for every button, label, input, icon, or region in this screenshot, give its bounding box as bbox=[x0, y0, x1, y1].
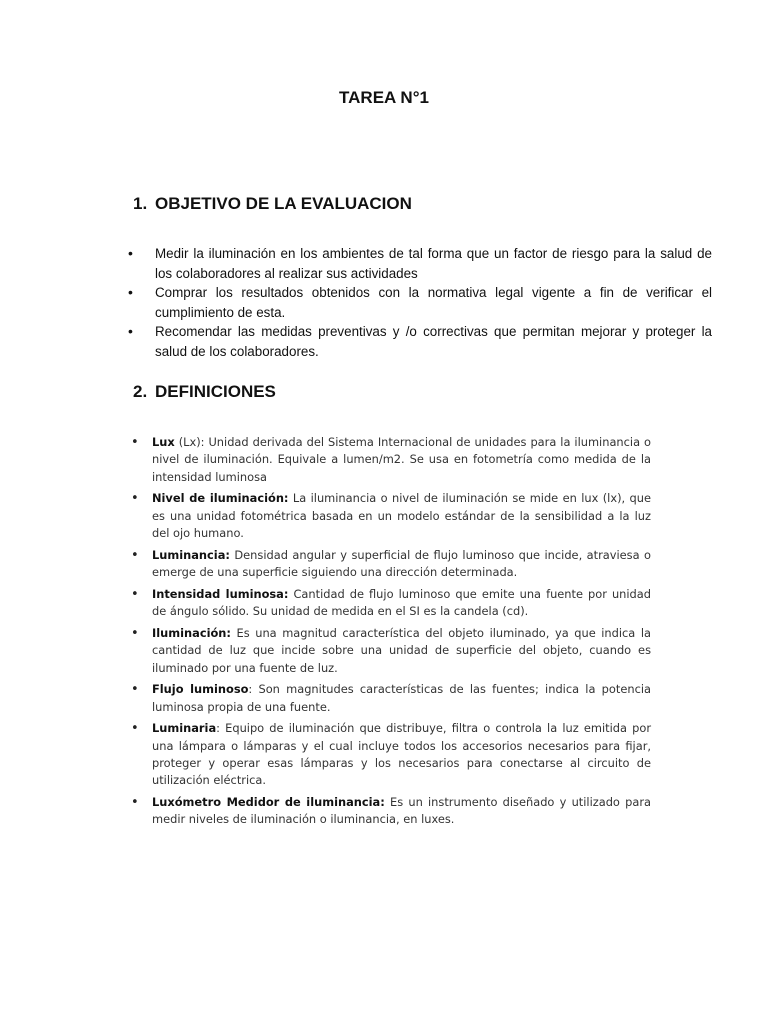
definition-item bbox=[152, 681, 651, 716]
section-heading-definiciones bbox=[133, 382, 276, 402]
definition-item bbox=[152, 794, 651, 829]
section-title: DEFINICIONES bbox=[155, 382, 276, 401]
section-title: OBJETIVO DE LA EVALUACION bbox=[155, 194, 412, 213]
section-heading-objetivo bbox=[133, 194, 412, 214]
definition-term: Luxómetro Medidor de iluminancia: bbox=[152, 795, 385, 810]
definition-text: Es un instrumento diseñado y utilizado para medir niveles de iluminación o iluminancia, en luxes. bbox=[152, 795, 651, 827]
definition-text: Densidad angular y superficial de flujo luminoso que incide, atraviesa o emerge de una superficie siguiendo una dirección determinada. bbox=[152, 547, 651, 580]
definition-text: : Son magnitudes características de las fuentes; indica la potencia luminosa propia de una fuente. bbox=[152, 682, 651, 714]
definition-text: La iluminancia o nivel de iluminación se mide en lux (lx), que es una unidad fotométrica basada en un modelo estándar de la sensibilidad a la luz del ojo humano. bbox=[152, 491, 651, 540]
definition-item bbox=[152, 625, 651, 677]
definition-term: Luminancia: bbox=[152, 547, 230, 562]
definition-item bbox=[152, 434, 651, 486]
definition-text: (Lx): Unidad derivada del Sistema Internacional de unidades para la iluminancia o nivel de iluminación. Equivale a lumen/m2. Se usa en fotometría como medida de la intensidad luminosa bbox=[152, 435, 651, 484]
list-item: • Medir la iluminación en los ambientes de tal forma que un factor de riesgo para la salud de los colaboradores al realizar sus actividades bbox=[155, 244, 712, 283]
definition-item bbox=[152, 720, 651, 789]
definition-term: Nivel de iluminación: bbox=[152, 491, 289, 506]
definition-text: Es una magnitud característica del objeto iluminado, ya que indica la cantidad de luz que incide sobre una unidad de superficie del objeto, cuando es iluminado por una fuente de luz. bbox=[152, 625, 651, 675]
definition-text: : Equipo de iluminación que distribuye, filtra o controla la luz emitida por una lámpara o lámparas y el cual incluye todos los accesorios necesarios para fijar, proteger y operar esas lámparas y los necesarios para conectarse al circuito de utilización eléctrica. bbox=[152, 721, 651, 788]
definition-item bbox=[152, 586, 651, 621]
definition-term: Intensidad luminosa: bbox=[152, 586, 289, 601]
definitions-list bbox=[152, 434, 651, 833]
page-title: TAREA N°1 bbox=[339, 88, 429, 107]
list-item: • Recomendar las medidas preventivas y /o correctivas que permitan mejorar y proteger la salud de los colaboradores. bbox=[155, 322, 712, 361]
definition-term: Luminaria bbox=[152, 721, 217, 736]
definition-term: Iluminación: bbox=[152, 625, 231, 640]
definition-item bbox=[152, 490, 651, 542]
section-number: 1. bbox=[133, 194, 148, 213]
definition-term: Flujo luminoso bbox=[152, 682, 249, 697]
definition-term: Lux bbox=[152, 435, 175, 449]
definition-text: Cantidad de flujo luminoso que emite una fuente por unidad de ángulo sólido. Su unidad de medida en el SI es la candela (cd). bbox=[152, 586, 651, 619]
section-number: 2. bbox=[133, 382, 148, 401]
objectives-list bbox=[155, 244, 712, 361]
list-item: • Comprar los resultados obtenidos con la normativa legal vigente a fin de verificar el cumplimiento de esta. bbox=[155, 283, 712, 322]
definition-item bbox=[152, 547, 651, 582]
